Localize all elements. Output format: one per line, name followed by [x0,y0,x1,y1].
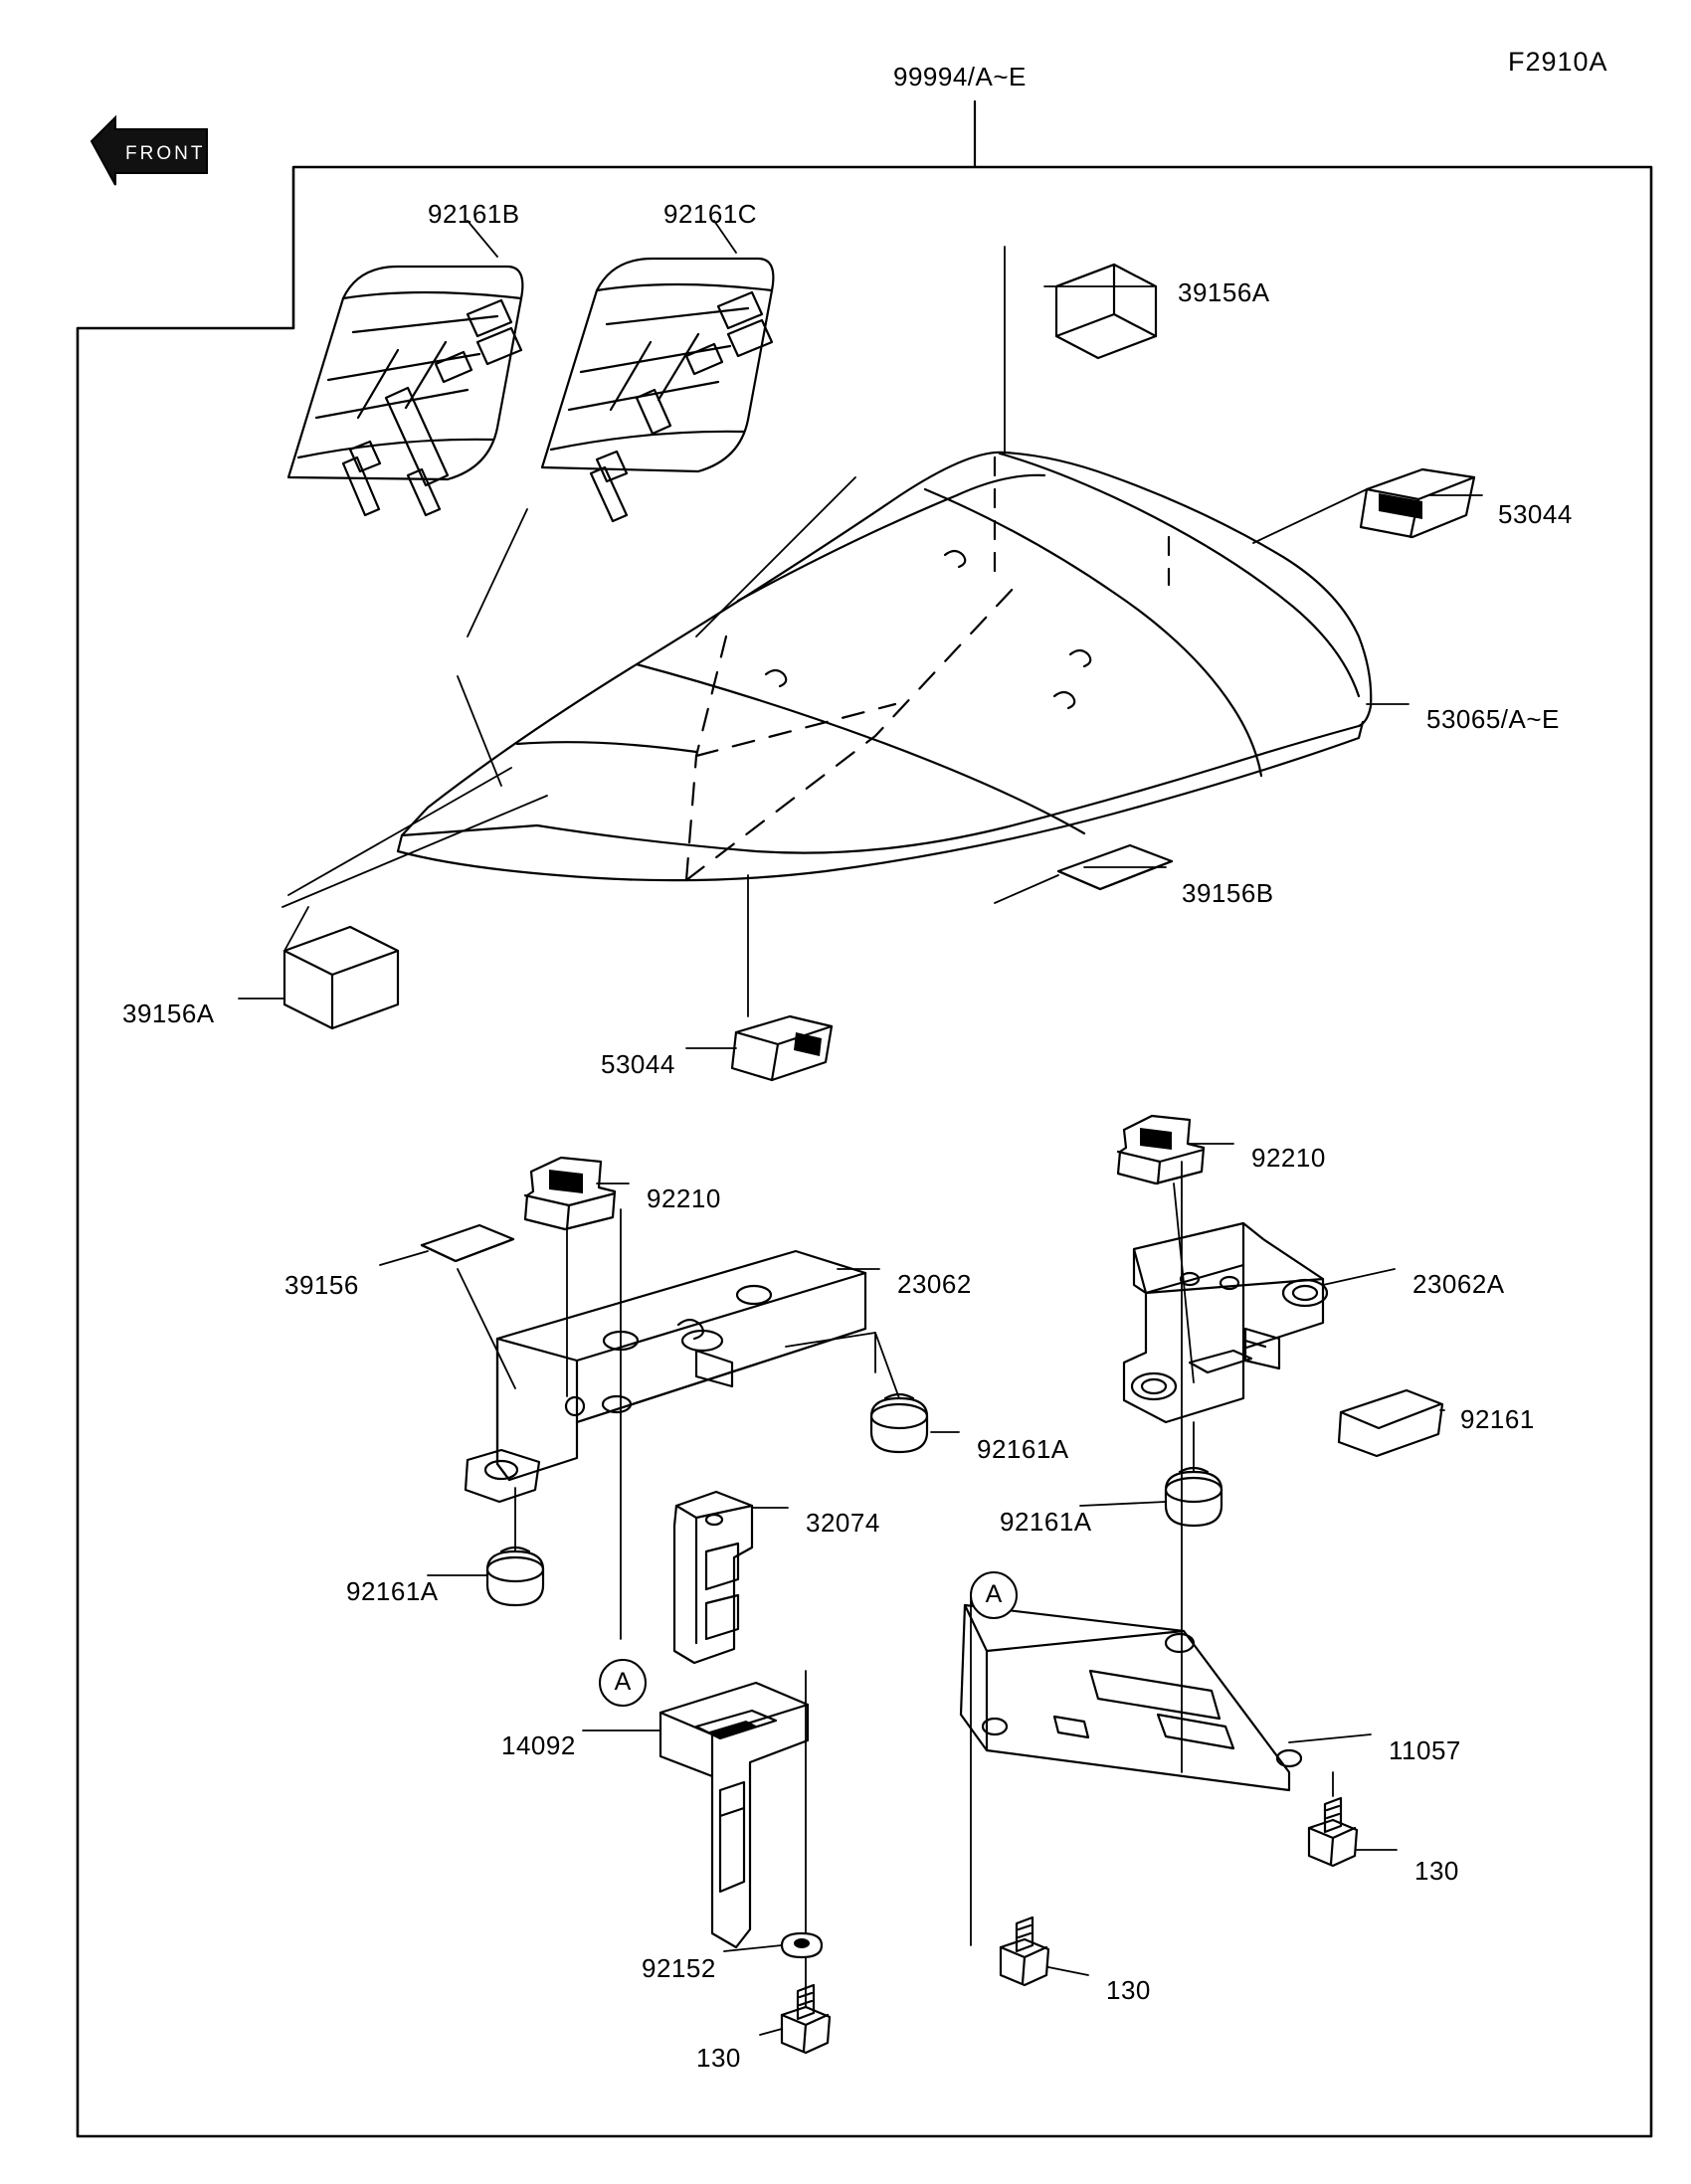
section-ref-a-left: A [599,1659,647,1707]
sheet-code: F2910A [1508,47,1608,77]
callout-39156A-left: 39156A [122,999,215,1028]
callout-92161A-right: 92161A [1000,1507,1092,1537]
callout-130-bottom: 130 [696,2043,741,2073]
front-direction-badge [86,111,213,193]
callout-53065: 53065/A~E [1426,704,1560,734]
callout-32074: 32074 [806,1508,880,1538]
callout-92210-left: 92210 [647,1183,721,1213]
callout-11057: 11057 [1389,1735,1461,1765]
callout-92161B: 92161B [428,199,520,229]
callout-92210-right: 92210 [1251,1143,1326,1173]
callout-39156: 39156 [284,1270,359,1300]
callout-14092: 14092 [501,1730,576,1760]
callout-23062A: 23062A [1412,1269,1505,1299]
label-99994: 99994/A~E [893,62,1027,91]
callout-92161A-mid: 92161A [977,1434,1069,1464]
callout-92161: 92161 [1460,1404,1535,1434]
callout-92161C: 92161C [663,199,758,229]
callout-92152: 92152 [642,1953,716,1983]
callout-39156A-top: 39156A [1178,277,1270,307]
callout-53044-right: 53044 [1498,499,1573,529]
callout-23062: 23062 [897,1269,972,1299]
callout-53044-mid: 53044 [601,1049,675,1079]
callout-130-right: 130 [1414,1856,1459,1886]
callout-39156B: 39156B [1182,878,1274,908]
front-badge-text: FRONT [125,143,206,164]
callout-130-mid: 130 [1106,1975,1151,2005]
callout-92161A-left: 92161A [346,1576,439,1606]
section-ref-a-right: A [970,1571,1018,1619]
